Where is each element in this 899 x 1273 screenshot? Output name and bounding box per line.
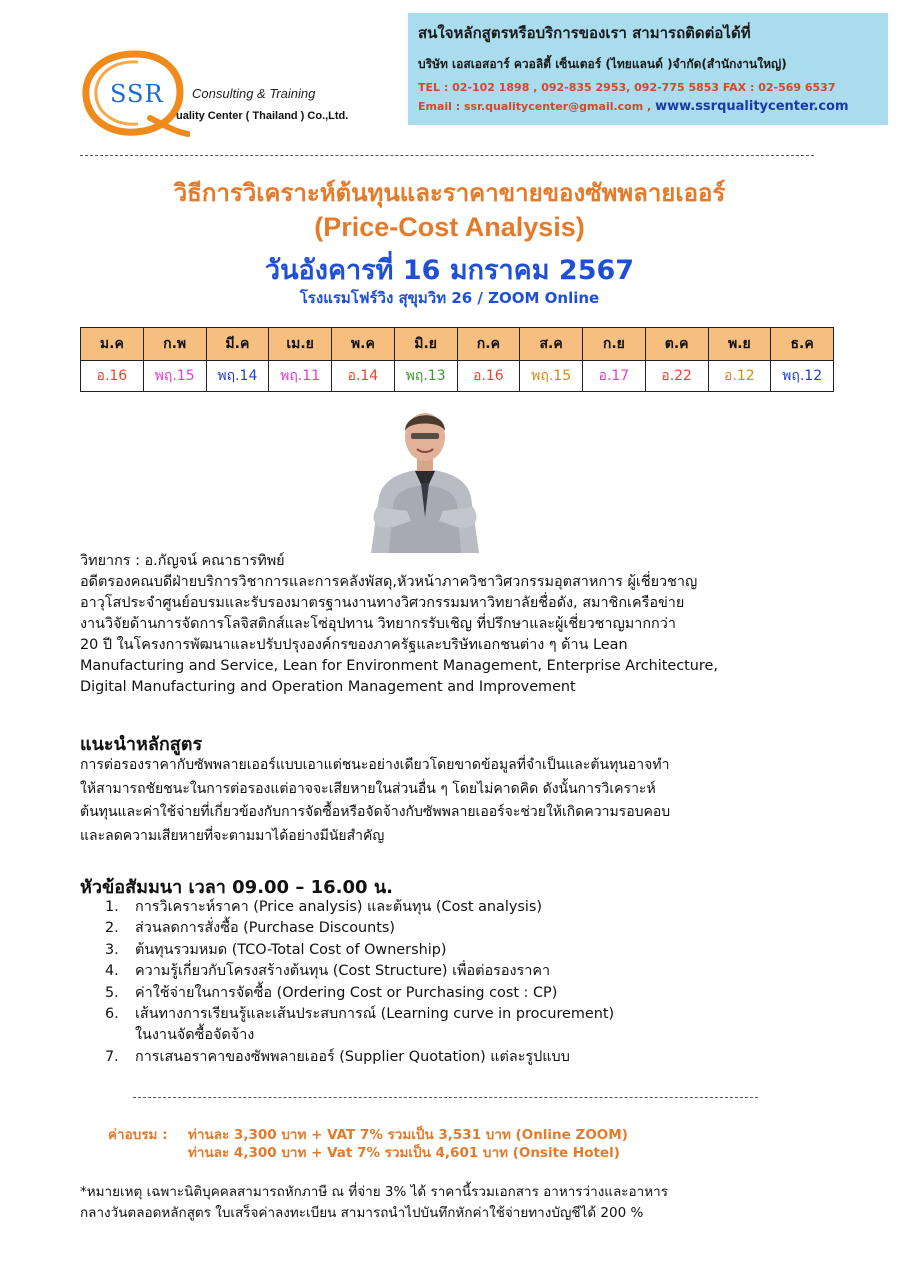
logo-company-line: uality Center ( Thailand ) Co.,Ltd.: [176, 110, 349, 122]
contact-box: [408, 13, 888, 125]
course-title-english: (Price-Cost Analysis): [314, 212, 585, 242]
date-cell: อ.12: [708, 361, 771, 392]
logo-tagline: Consulting & Training: [192, 86, 316, 101]
course-venue: โรงแรมโฟร์วิง สุขุมวิท 26 / ZOOM Online: [299, 289, 600, 307]
month-cell: พ.ย: [708, 328, 771, 361]
intro-text: [80, 754, 820, 848]
topic-item: [105, 983, 785, 1004]
logo-brand: SSR: [110, 80, 164, 108]
company-name: บริษัท เอสเอสอาร์ ควอลิตี้ เซ็นเตอร์ (ไทยแลนด์ )จำกัด(สำนักงานใหญ่): [418, 57, 787, 71]
intro-line: ให้สามารถชัยชนะในการต่อรองแต่อาจจะเสียหายในส่วนอื่น ๆ โดยไม่คาดคิด ดังนั้นการวิเคราะห์: [80, 780, 656, 797]
schedule-table: [80, 327, 834, 392]
lecturer-photo: [349, 397, 501, 553]
topic-item: [105, 1004, 785, 1047]
topic-item: [105, 897, 785, 918]
intro-line: การต่อรองราคากับซัพพลายเออร์แบบเอาแต่ชนะอย่างเดียวโดยขาดข้อมูลที่จำเป็นและต้นทุนอาจทำ: [80, 757, 670, 773]
month-cell: ก.พ: [143, 328, 206, 361]
lecturer-line: งานวิจัยด้านการจัดการโลจิสติกส์และโซ่อุปทาน วิทยากรรับเชิญ ที่ปรึกษาและผู้เชี่ยวชาญมากกว่า: [80, 616, 676, 632]
intro-heading: แนะนำหลักสูตร: [80, 734, 203, 755]
date-cell: อ.16: [457, 361, 520, 392]
date-cell: พฤ.12: [771, 361, 834, 392]
topic-text: เส้นทางการเรียนรู้และเส้นประสบการณ์ (Learning curve in procurement): [135, 1006, 615, 1023]
fee-online: ท่านละ 3,300 บาท + VAT 7% รวมเป็น 3,531 บาท (Online ZOOM): [188, 1127, 628, 1143]
fee-label: ค่าอบรม :: [108, 1127, 168, 1143]
topic-item: [105, 961, 785, 982]
month-cell: เม.ย: [269, 328, 332, 361]
month-cell: ส.ค: [520, 328, 583, 361]
date-cell: พฤ.15: [143, 361, 206, 392]
divider-bottom: [133, 1097, 758, 1098]
month-cell: ก.ค: [457, 328, 520, 361]
phone-numbers: TEL : 02-102 1898 , 092-835 2953, 092-775 5853 FAX : 02-569 6537: [418, 81, 836, 94]
course-title-thai: วิธีการวิเคราะห์ต้นทุนและราคาขายของซัพพลายเออร์: [173, 179, 726, 207]
lecturer-line: Manufacturing and Service, Lean for Environment Management, Enterprise Architecture,: [80, 658, 718, 674]
date-cell: พฤ.13: [394, 361, 457, 392]
course-date: วันอังคารที่ 16 มกราคม 2567: [264, 255, 635, 286]
date-cell: อ.22: [645, 361, 708, 392]
month-cell: ต.ค: [645, 328, 708, 361]
topic-text: การเสนอราคาของซัพพลายเออร์ (Supplier Quotation) แต่ละรูปแบบ: [135, 1048, 570, 1065]
date-cell: พฤ.14: [206, 361, 269, 392]
note-line: กลางวันตลอดหลักสูตร ใบเสร็จค่าลงทะเบียน สามารถนำไปบันทึกหักค่าใช้จ่ายทางบัญชีได้ 200 %: [80, 1205, 644, 1221]
topic-item: [105, 918, 785, 939]
email-line: [418, 99, 878, 114]
website-link[interactable]: www.ssrqualitycenter.com: [655, 99, 849, 114]
footnote: [80, 1182, 820, 1224]
topics-list: [105, 897, 785, 1068]
lecturer-line: Digital Manufacturing and Operation Management and Improvement: [80, 679, 576, 695]
lecturer-bio: [80, 551, 820, 698]
company-logo: [80, 48, 410, 138]
contact-heading: สนใจหลักสูตรหรือบริการของเรา สามารถติดต่อได้ที่: [418, 24, 751, 42]
divider-top: [80, 155, 814, 156]
topic-number: 5.: [105, 984, 119, 1001]
note-line: *หมายเหตุ เฉพาะนิติบุคคลสามารถหักภาษี ณ ที่จ่าย 3% ได้ ราคานี้รวมเอกสาร อาหารว่างและอาหาร: [80, 1184, 668, 1200]
topic-number: 2.: [105, 920, 119, 937]
topic-item: [105, 940, 785, 961]
topic-text-continued: ในงานจัดซื้อจัดจ้าง: [135, 1027, 255, 1044]
date-cell: อ.17: [583, 361, 646, 392]
month-cell: ก.ย: [583, 328, 646, 361]
topic-number: 1.: [105, 899, 119, 915]
topic-number: 7.: [105, 1048, 119, 1065]
topic-number: 6.: [105, 1006, 119, 1023]
month-cell: ธ.ค: [771, 328, 834, 361]
month-cell: พ.ค: [332, 328, 395, 361]
email-text[interactable]: Email : ssr.qualitycenter@gmail.com ,: [418, 100, 652, 113]
topic-text: ส่วนลดการสั่งซื้อ (Purchase Discounts): [135, 920, 396, 937]
month-cell: มี.ค: [206, 328, 269, 361]
topic-text: การวิเคราะห์ราคา (Price analysis) และต้นทุน (Cost analysis): [135, 899, 542, 915]
date-row: [81, 361, 834, 392]
month-cell: มิ.ย: [394, 328, 457, 361]
lecturer-line: อาวุโสประจำศูนย์อบรมและรับรองมาตรฐานงานทางวิศวกรรมมหาวิทยาลัยชื่อดัง, สมาชิกเครือข่าย: [80, 595, 685, 611]
topic-text: ค่าใช้จ่ายในการจัดซื้อ (Ordering Cost or Purchasing cost : CP): [135, 984, 558, 1001]
intro-line: และลดความเสียหายที่จะตามมาได้อย่างมีนัยสำคัญ: [80, 827, 385, 844]
fee-section: [108, 1126, 628, 1162]
date-cell: อ.16: [81, 361, 144, 392]
topic-item: [105, 1047, 785, 1068]
lecturer-line: อดีตรองคณบดีฝ่ายบริการวิชาการและการคลังพัสดุ,หัวหน้าภาควิชาวิศวกรรมอุตสาหการ ผู้เชี่ยวชาญ: [80, 574, 698, 590]
month-cell: ม.ค: [81, 328, 144, 361]
topic-text: ความรู้เกี่ยวกับโครงสร้างต้นทุน (Cost Structure) เพื่อต่อรองราคา: [135, 963, 551, 980]
topic-number: 4.: [105, 963, 119, 980]
topic-number: 3.: [105, 941, 119, 958]
topics-heading: หัวข้อสัมมนา เวลา 09.00 – 16.00 น.: [80, 877, 393, 898]
lecturer-line: วิทยากร : อ.กัญจน์ คณาธารทิพย์: [80, 553, 285, 569]
fee-onsite: ท่านละ 4,300 บาท + Vat 7% รวมเป็น 4,601 บาท (Onsite Hotel): [188, 1145, 620, 1161]
date-cell: พฤ.15: [520, 361, 583, 392]
date-cell: อ.14: [332, 361, 395, 392]
intro-line: ต้นทุนและค่าใช้จ่ายที่เกี่ยวข้องกับการจัดซื้อหรือจัดจ้างกับซัพพลายเออร์จะช่วยให้เกิดความรอบคอบ: [80, 804, 671, 820]
lecturer-line: 20 ปี ในโครงการพัฒนาและปรับปรุงองค์กรของภาครัฐและบริษัทเอกชนต่าง ๆ ด้าน Lean: [80, 637, 628, 653]
date-cell: พฤ.11: [269, 361, 332, 392]
topic-text: ต้นทุนรวมหมด (TCO-Total Cost of Ownership): [135, 941, 447, 958]
month-header-row: [81, 328, 834, 361]
